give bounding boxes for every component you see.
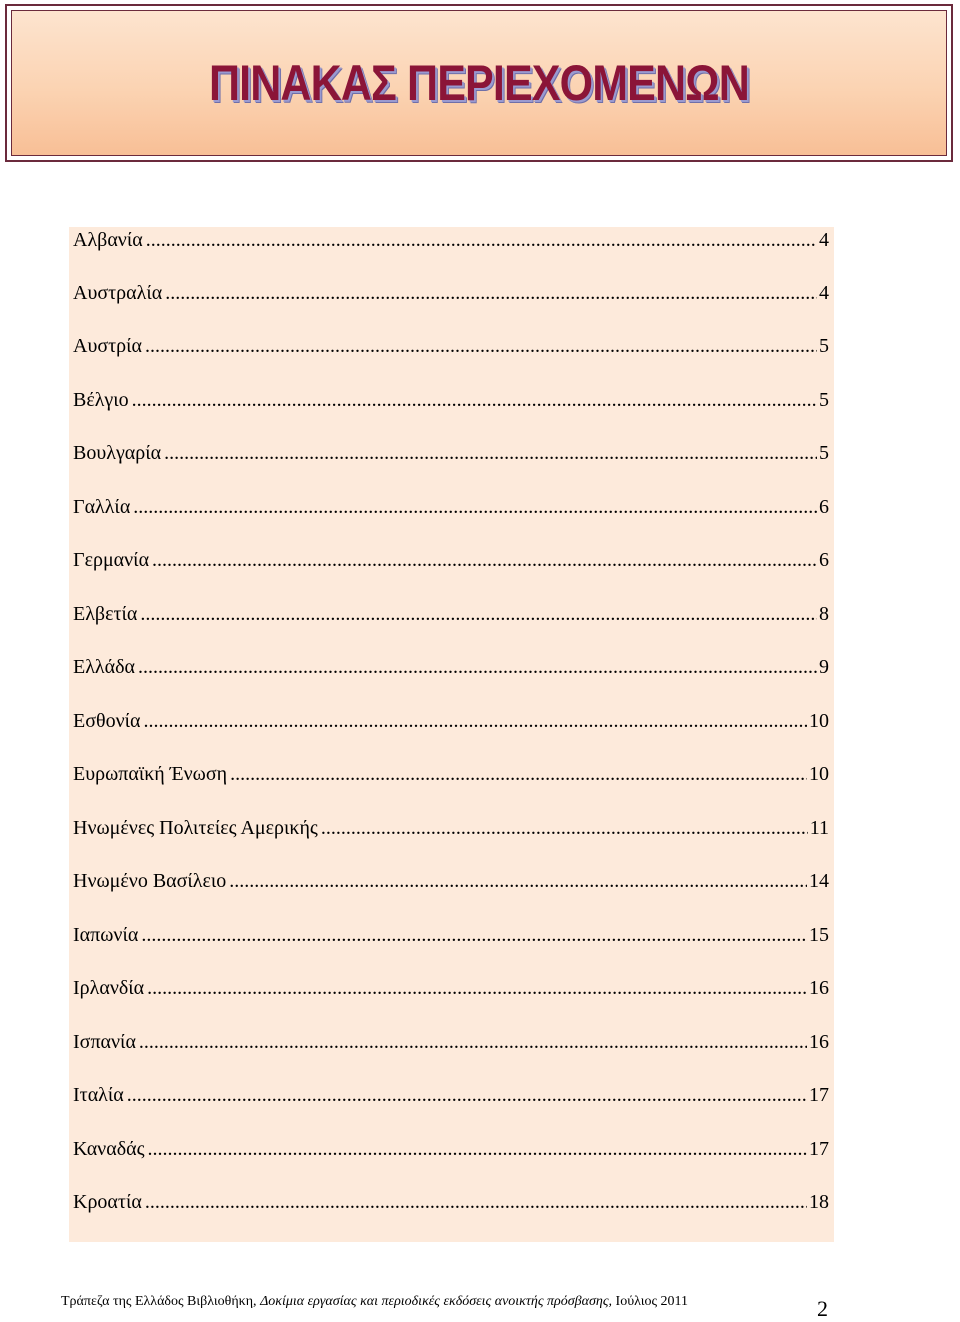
toc-entry-page: 18 [809,1191,829,1213]
toc-entry-label: Γαλλία [73,496,131,518]
toc-dot-leader [132,389,817,412]
toc-entry-label: Γερμανία [73,549,150,571]
toc-entry-label: Καναδάς [73,1138,145,1160]
toc-dot-leader [133,496,817,519]
toc-entry-label: Ισπανία [73,1031,136,1053]
toc-entry-page: 17 [809,1138,829,1160]
toc-dot-leader [321,817,808,840]
toc-entry-page: 14 [809,870,829,892]
toc-entry-label: Ελβετία [73,603,138,625]
toc-entry-page: 16 [809,977,829,999]
toc-entry[interactable] [73,549,829,575]
toc-entry-page: 16 [809,1031,829,1053]
toc-entry[interactable] [73,977,829,1003]
toc-entry-page: 4 [819,229,829,251]
toc-entry-label: Ευρωπαϊκή Ένωση [73,763,228,785]
toc-dot-leader [141,924,807,947]
toc-entry[interactable] [73,335,829,361]
toc-entry[interactable] [73,1138,829,1164]
toc-dot-leader [230,763,807,786]
toc-entry-page: 17 [809,1084,829,1106]
toc-entry[interactable] [73,229,829,255]
toc-entry-label: Βουλγαρία [73,442,162,464]
toc-entry-page: 4 [819,282,829,304]
toc-dot-leader [145,335,817,358]
toc-entry[interactable] [73,656,829,682]
toc-dot-leader [146,229,817,252]
toc-entry[interactable] [73,1031,829,1057]
footer-series-title: Δοκίμια εργασίας και περιοδικές εκδόσεις ανοικτής πρόσβασης, [260,1294,613,1309]
toc-entry-label: Ηνωμένο Βασίλειο [73,870,227,892]
footer-institution: Τράπεζα της Ελλάδος Βιβλιοθήκη, [61,1294,261,1309]
toc-entry[interactable] [73,442,829,468]
toc-entry-label: Βέλγιο [73,389,129,411]
footer-date: Ιούλιος 2011 [612,1294,689,1309]
table-of-contents [69,227,834,1242]
toc-dot-leader [140,603,817,626]
toc-entry-page: 5 [819,389,829,411]
toc-entry-label: Ιταλία [73,1084,124,1106]
toc-entry-page: 8 [819,603,829,625]
toc-entry-page: 5 [819,442,829,464]
toc-dot-leader [165,282,817,305]
toc-entry[interactable] [73,603,829,629]
toc-dot-leader [127,1084,807,1107]
toc-dot-leader [229,870,807,893]
toc-dot-leader [145,1191,807,1214]
toc-entry-page: 11 [809,817,829,839]
toc-entry-label: Ηνωμένες Πολιτείες Αμερικής [73,817,318,839]
toc-entry[interactable] [73,870,829,896]
toc-entry[interactable] [73,1084,829,1110]
toc-entry[interactable] [73,282,829,308]
toc-dot-leader [147,977,807,1000]
page-footer [61,1294,688,1310]
toc-entry-label: Αλβανία [73,229,143,251]
toc-entry-page: 15 [809,924,829,946]
toc-entry[interactable] [73,817,829,843]
page-title: ΠΙΝΑΚΑΣ ΠΕΡΙΕΧΟΜΕΝΩΝ [208,55,750,111]
toc-dot-leader [148,1138,807,1161]
toc-entry[interactable] [73,496,829,522]
page-number: 2 [817,1296,828,1321]
toc-entry-label: Αυστρία [73,335,143,357]
toc-entry[interactable] [73,924,829,950]
toc-entry-label: Αυστραλία [73,282,163,304]
toc-entry-label: Κροατία [73,1191,142,1213]
toc-entry[interactable] [73,763,829,789]
toc-entry-page: 5 [819,335,829,357]
toc-entry-page: 6 [819,549,829,571]
toc-entry-label: Εσθονία [73,710,141,732]
toc-entry-page: 6 [819,496,829,518]
toc-entry-label: Ελλάδα [73,656,135,678]
toc-entry-page: 10 [809,710,829,732]
title-banner [5,4,953,162]
toc-dot-leader [143,710,807,733]
toc-entry-page: 10 [809,763,829,785]
toc-entry[interactable] [73,389,829,415]
toc-dot-leader [139,1031,807,1054]
toc-dot-leader [164,442,817,465]
toc-entry-label: Ιρλανδία [73,977,145,999]
toc-entry[interactable] [73,710,829,736]
toc-dot-leader [152,549,817,572]
toc-entry[interactable] [73,1191,829,1217]
toc-entry-label: Ιαπωνία [73,924,139,946]
toc-dot-leader [138,656,817,679]
title-banner-inner [11,10,947,156]
toc-entry-page: 9 [819,656,829,678]
